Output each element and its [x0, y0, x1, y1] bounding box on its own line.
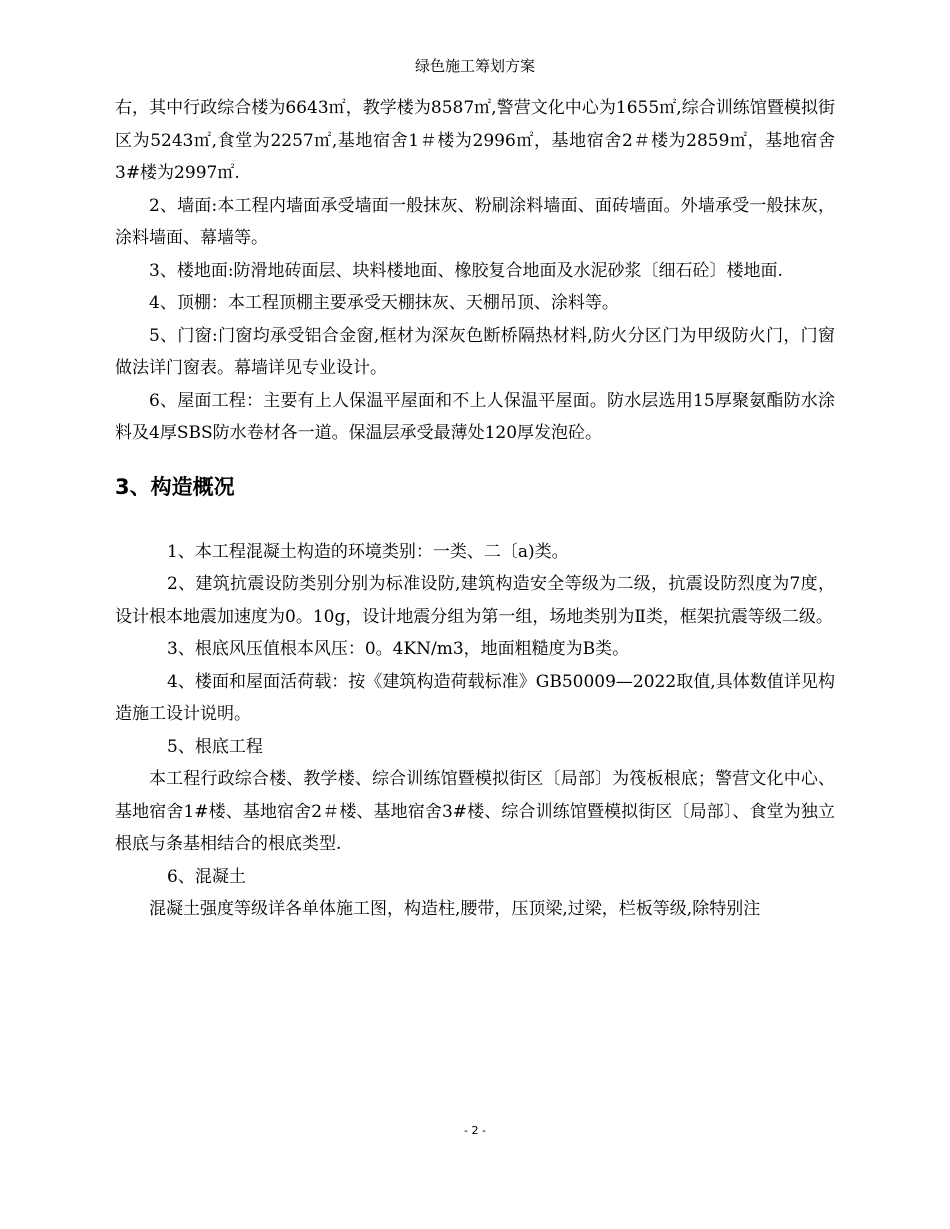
document-body — [115, 92, 835, 926]
paragraph-concrete-heading: 6、混凝土 — [167, 866, 246, 887]
paragraph-wind: 3、根底风压值根本风压：0。4KN/m3，地面粗糙度为B类。 — [167, 639, 630, 659]
paragraph-concrete: 混凝土强度等级详各单体施工图，构造柱,腰带，压顶梁,过梁，栏板等级,除特别注 — [149, 899, 761, 919]
paragraph-foundation: 本工程行政综合楼、教学楼、综合训练馆暨模拟街区〔局部〕为筏板根底；警营文化中心、基地宿舍1#楼、基地宿舍2＃楼、基地宿舍3#楼、综合训练馆暨模拟街区〔局部〕、食堂为独立根底与条基相结合的根底类型. — [115, 769, 835, 854]
paragraph-doors-windows: 5、门窗:门窗均承受铝合金窗,框材为深灰色断桥隔热材料,防火分区门为甲级防火门，门窗做法详门窗表。幕墙详见专业设计。 — [115, 325, 835, 378]
paragraph-environment: 1、本工程混凝土构造的环境类别：一类、二〔a)类。 — [167, 541, 569, 562]
paragraph-roof: 6、屋面工程：主要有上人保温平屋面和不上人保温平屋面。防水层选用15厚聚氨酯防水涂料及4厚SBS防水卷材各一道。保温层承受最薄处120厚发泡砼。 — [115, 390, 835, 443]
paragraph-walls: 2、墙面:本工程内墙面承受墙面一般抹灰、粉刷涂料墙面、面砖墙面。外墙承受一般抹灰，涂料墙面、幕墙等。 — [115, 195, 835, 248]
paragraph-area-summary: 右，其中行政综合楼为6643㎡，教学楼为8587㎡,警营文化中心为1655㎡,综合训练馆暨模拟街区为5243㎡,食堂为2257㎡,基地宿舍1＃楼为2996㎡，基地宿舍2＃楼为2859㎡，基地宿舍3#楼为2997㎡. — [115, 98, 835, 183]
paragraph-foundation-heading: 5、根底工程 — [167, 736, 263, 757]
paragraph-floors: 3、楼地面:防滑地砖面层、块料楼地面、橡胶复合地面及水泥砂浆〔细石砼〕楼地面. — [149, 260, 783, 281]
section-title: 3、构造概况 — [115, 474, 235, 499]
page-header: 绿色施工筹划方案 — [414, 57, 535, 75]
paragraph-live-load: 4、楼面和屋面活荷载：按《建筑构造荷载标准》GB50009—2022取值,具体数值详见构造施工设计说明。 — [115, 671, 835, 724]
paragraph-ceiling: 4、顶棚：本工程顶棚主要承受天棚抹灰、天棚吊顶、涂料等。 — [149, 293, 619, 313]
paragraph-seismic: 2、建筑抗震设防类别分别为标准设防,建筑构造安全等级为二级，抗震设防烈度为7度，设计根本地震加速度为0。10g，设计地震分组为第一组，场地类别为Ⅱ类，框架抗震等级二级。 — [115, 574, 835, 627]
page-number: - 2 - — [464, 1124, 486, 1137]
